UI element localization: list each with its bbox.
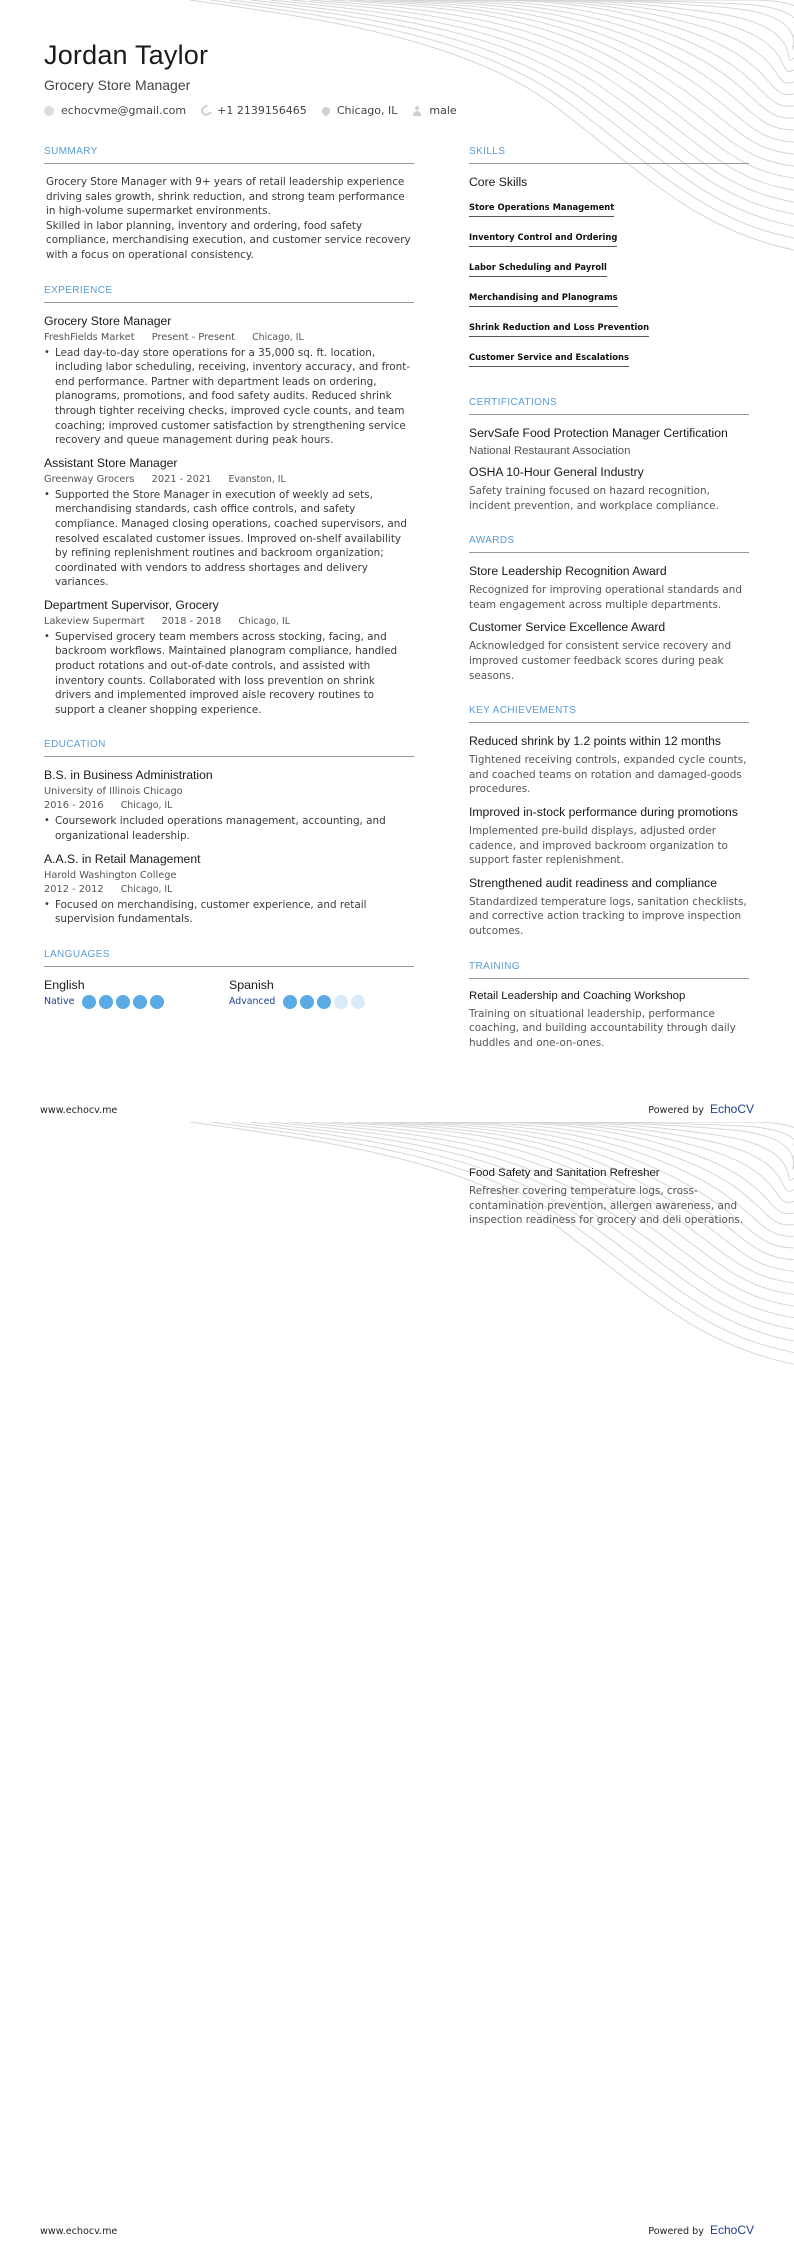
education-entry [44,852,414,927]
powered-by-label: Powered by [648,2226,704,2237]
education-entry [44,768,414,843]
award-description: Recognized for improving operational standards and team engagement across multiple departments. [469,584,742,611]
job-description [44,630,414,718]
languages-section [44,949,414,1009]
language-level-row [44,995,229,1009]
echocv-logo[interactable]: EchoCV [709,1102,754,1116]
language-name: English [44,977,85,992]
summary-section [44,146,414,263]
rating-dot-filled [317,995,331,1009]
language-level: Native [44,996,75,1008]
job-description [44,346,414,448]
email-text: echocvme@gmail.com [61,104,187,117]
resume-page-1 [0,0,794,1122]
section-title-experience: EXPERIENCE [44,285,414,303]
section-title-training: TRAINING [469,961,749,979]
education-description-text: Coursework included operations management, accounting, and organizational leadership. [55,815,386,843]
bullet-icon: • [44,346,50,358]
job-dates: Present - Present [151,331,235,343]
language-level: Advanced [229,996,276,1008]
training-description: Refresher covering temperature logs, cross-contamination prevention, allergen awareness, and inspection readiness for grocery and deli operations. [469,1185,744,1227]
candidate-name: Jordan Taylor [44,40,209,70]
school-name: University of Illinois Chicago [44,786,183,798]
left-column [44,146,414,1031]
job-company: FreshFields Market [44,331,135,343]
bullet-icon: • [44,488,50,500]
school-name: Harold Washington College [44,869,177,881]
section-title-certifications: CERTIFICATIONS [469,397,749,415]
achievement-title: Improved in-stock performance during promotions [469,804,738,819]
rating-dot-filled [283,995,297,1009]
user-icon [412,106,422,116]
footer-url-link[interactable]: www.echocv.me [40,1105,118,1116]
education-location: Chicago, IL [120,883,173,895]
job-dates: 2018 - 2018 [161,615,222,627]
contact-phone[interactable] [201,104,307,117]
job-location: Chicago, IL [252,331,304,343]
candidate-title: Grocery Store Manager [44,77,191,93]
language-rating [283,995,368,1009]
job-description-text: Lead day-to-day store operations for a 35,000 sq. ft. location, including labor scheduling, receiving, inventory accuracy, and front-end performance. Partner with department leads on ordering, planograms, promotions, and food safety audits. Reduced shrink through tighter receiving checks, improved cycle counts, and team coaching; improved customer satisfaction by strengthening service recovery and queue management during peak hours. [55,346,411,447]
award-title: Customer Service Excellence Award [469,620,666,635]
training-description: Training on situational leadership, performance coaching, and building accountability through daily huddles and one-on-ones. [469,1007,736,1049]
contact-email[interactable] [44,104,186,117]
section-title-languages: LANGUAGES [44,949,414,967]
powered-by-label: Powered by [648,1105,704,1116]
phone-icon [199,104,212,117]
language-rating [82,995,167,1009]
job-description-text: Supervised grocery team members across stocking, facing, and backroom workflows. Maintained planogram compliance, handled product rotations and out-of-date controls, and assisted with inventory counts. Collaborated with loss prevention on shrink drivers and implemented improved aisle recovery routines to support a cleaner shopping experience. [55,630,398,716]
certification-description: Safety training focused on hazard recognition, incident prevention, and workplace compliance. [469,485,719,512]
summary-paragraph: Skilled in labor planning, inventory and ordering, food safety compliance, merchandising execution, and customer service recovery with a focus on operational consistency. [46,219,411,261]
rating-dot-filled [150,995,164,1009]
section-title-awards: AWARDS [469,535,749,553]
mail-icon [44,106,54,116]
echocv-logo[interactable]: EchoCV [709,2223,754,2237]
award-title: Store Leadership Recognition Award [469,564,667,579]
training-section [469,961,749,1051]
rating-dot-empty [334,995,348,1009]
education-dates: 2012 - 2012 [44,883,104,895]
job-description [44,488,414,590]
job-meta [44,332,414,343]
skill-row [469,285,749,315]
award-description: Acknowledged for consistent service recovery and improved customer feedback scores during peak seasons. [469,640,732,682]
section-title-education: EDUCATION [44,739,414,757]
skill-tag: Inventory Control and Ordering [469,232,617,247]
skill-row [469,195,749,225]
achievement-title: Reduced shrink by 1.2 points within 12 months [469,734,722,749]
skill-tag: Store Operations Management [469,202,614,217]
footer-powered-by [648,1102,754,1116]
section-title-summary: SUMMARY [44,146,414,164]
language-item [229,978,414,1009]
location-text: Chicago, IL [336,104,398,117]
location-pin-icon [320,105,331,116]
job-role: Assistant Store Manager [44,455,178,470]
rating-dot-filled [300,995,314,1009]
training-title: Retail Leadership and Coaching Workshop [469,989,686,1002]
rating-dot-filled [133,995,147,1009]
job-location: Chicago, IL [238,615,290,627]
bullet-icon: • [44,815,50,827]
contact-gender [412,104,456,117]
bullet-icon: • [44,898,50,910]
job-meta [44,474,414,485]
resume-header [44,40,464,117]
page-footer [40,1102,754,1116]
skills-section [469,146,749,375]
skills-heading: Core Skills [469,175,528,189]
phone-text: +1 2139156465 [217,104,307,117]
section-title-achievements: KEY ACHIEVEMENTS [469,705,749,723]
contact-location [322,104,398,117]
education-description [44,898,414,927]
job-role: Grocery Store Manager [44,313,172,328]
skill-row [469,255,749,285]
job-dates: 2021 - 2021 [151,473,212,485]
education-description [44,814,414,843]
achievement-title: Strengthened audit readiness and compliance [469,875,717,890]
degree-title: B.S. in Business Administration [44,768,213,783]
section-title-skills: SKILLS [469,146,749,164]
achievements-section [469,705,749,938]
skill-tag: Customer Service and Escalations [469,352,629,367]
awards-section [469,535,749,683]
languages-list [44,978,414,1009]
skill-tag: Labor Scheduling and Payroll [469,262,607,277]
rating-dot-filled [116,995,130,1009]
rating-dot-filled [99,995,113,1009]
certifications-section [469,397,749,513]
resume-page-2 [0,1122,794,2246]
training-title: Food Safety and Sanitation Refresher [469,1167,660,1179]
gender-text: male [429,104,457,117]
language-name: Spanish [229,977,274,992]
page-footer [40,2223,754,2237]
bullet-icon: • [44,630,50,642]
certification-issuer: National Restaurant Association [469,445,631,457]
certification-title: ServSafe Food Protection Manager Certification [469,426,728,440]
right-column [469,146,749,1072]
experience-entry [44,314,414,448]
education-meta [44,884,414,895]
skill-tag: Merchandising and Planograms [469,292,618,307]
degree-title: A.A.S. in Retail Management [44,851,201,866]
rating-dot-filled [82,995,96,1009]
education-description-text: Focused on merchandising, customer experience, and retail supervision fundamentals. [55,898,367,926]
achievement-description: Implemented pre-build displays, adjusted order cadence, and improved backroom organization to support faster replenishment. [469,824,728,867]
skill-row [469,315,749,345]
rating-dot-empty [351,995,365,1009]
certification-title: OSHA 10-Hour General Industry [469,465,644,479]
summary-paragraph: Grocery Store Manager with 9+ years of retail leadership experience driving sales growth, shrink reduction, and strong team performance in high-volume supermarket environments. [46,176,405,218]
job-location: Evanston, IL [228,473,286,485]
skill-tag: Shrink Reduction and Loss Prevention [469,322,649,337]
skill-row [469,225,749,255]
job-company: Greenway Grocers [44,473,135,485]
education-meta [44,800,414,811]
education-location: Chicago, IL [120,800,173,812]
education-section [44,739,414,926]
language-level-row [229,995,414,1009]
job-meta [44,616,414,627]
experience-entry [44,456,414,590]
job-description-text: Supported the Store Manager in execution of weekly ad sets, merchandising standards, cash office controls, and safety compliance. Managed closing operations, coached supervisors, and resolved escalated customer issues. Improved on-shelf availability by refining replenishment routines and backroom organization; coordinated with vendors to address shortages and delivery variances. [55,488,407,589]
contact-row [44,104,464,117]
achievement-description: Standardized temperature logs, sanitation checklists, and corrective action tracking to improve inspection outcomes. [469,895,747,937]
experience-entry [44,598,414,718]
job-company: Lakeview Supermart [44,615,145,627]
skill-row [469,345,749,375]
language-item [44,978,229,1009]
footer-powered-by [648,2223,754,2237]
education-dates: 2016 - 2016 [44,800,104,812]
experience-section [44,285,414,718]
job-role: Department Supervisor, Grocery [44,597,219,612]
footer-url-link[interactable]: www.echocv.me [40,2226,118,2237]
achievement-description: Tightened receiving controls, expanded cycle counts, and coached teams on rotation and damaged-goods procedures. [469,754,747,796]
training-continued [469,1167,749,1236]
